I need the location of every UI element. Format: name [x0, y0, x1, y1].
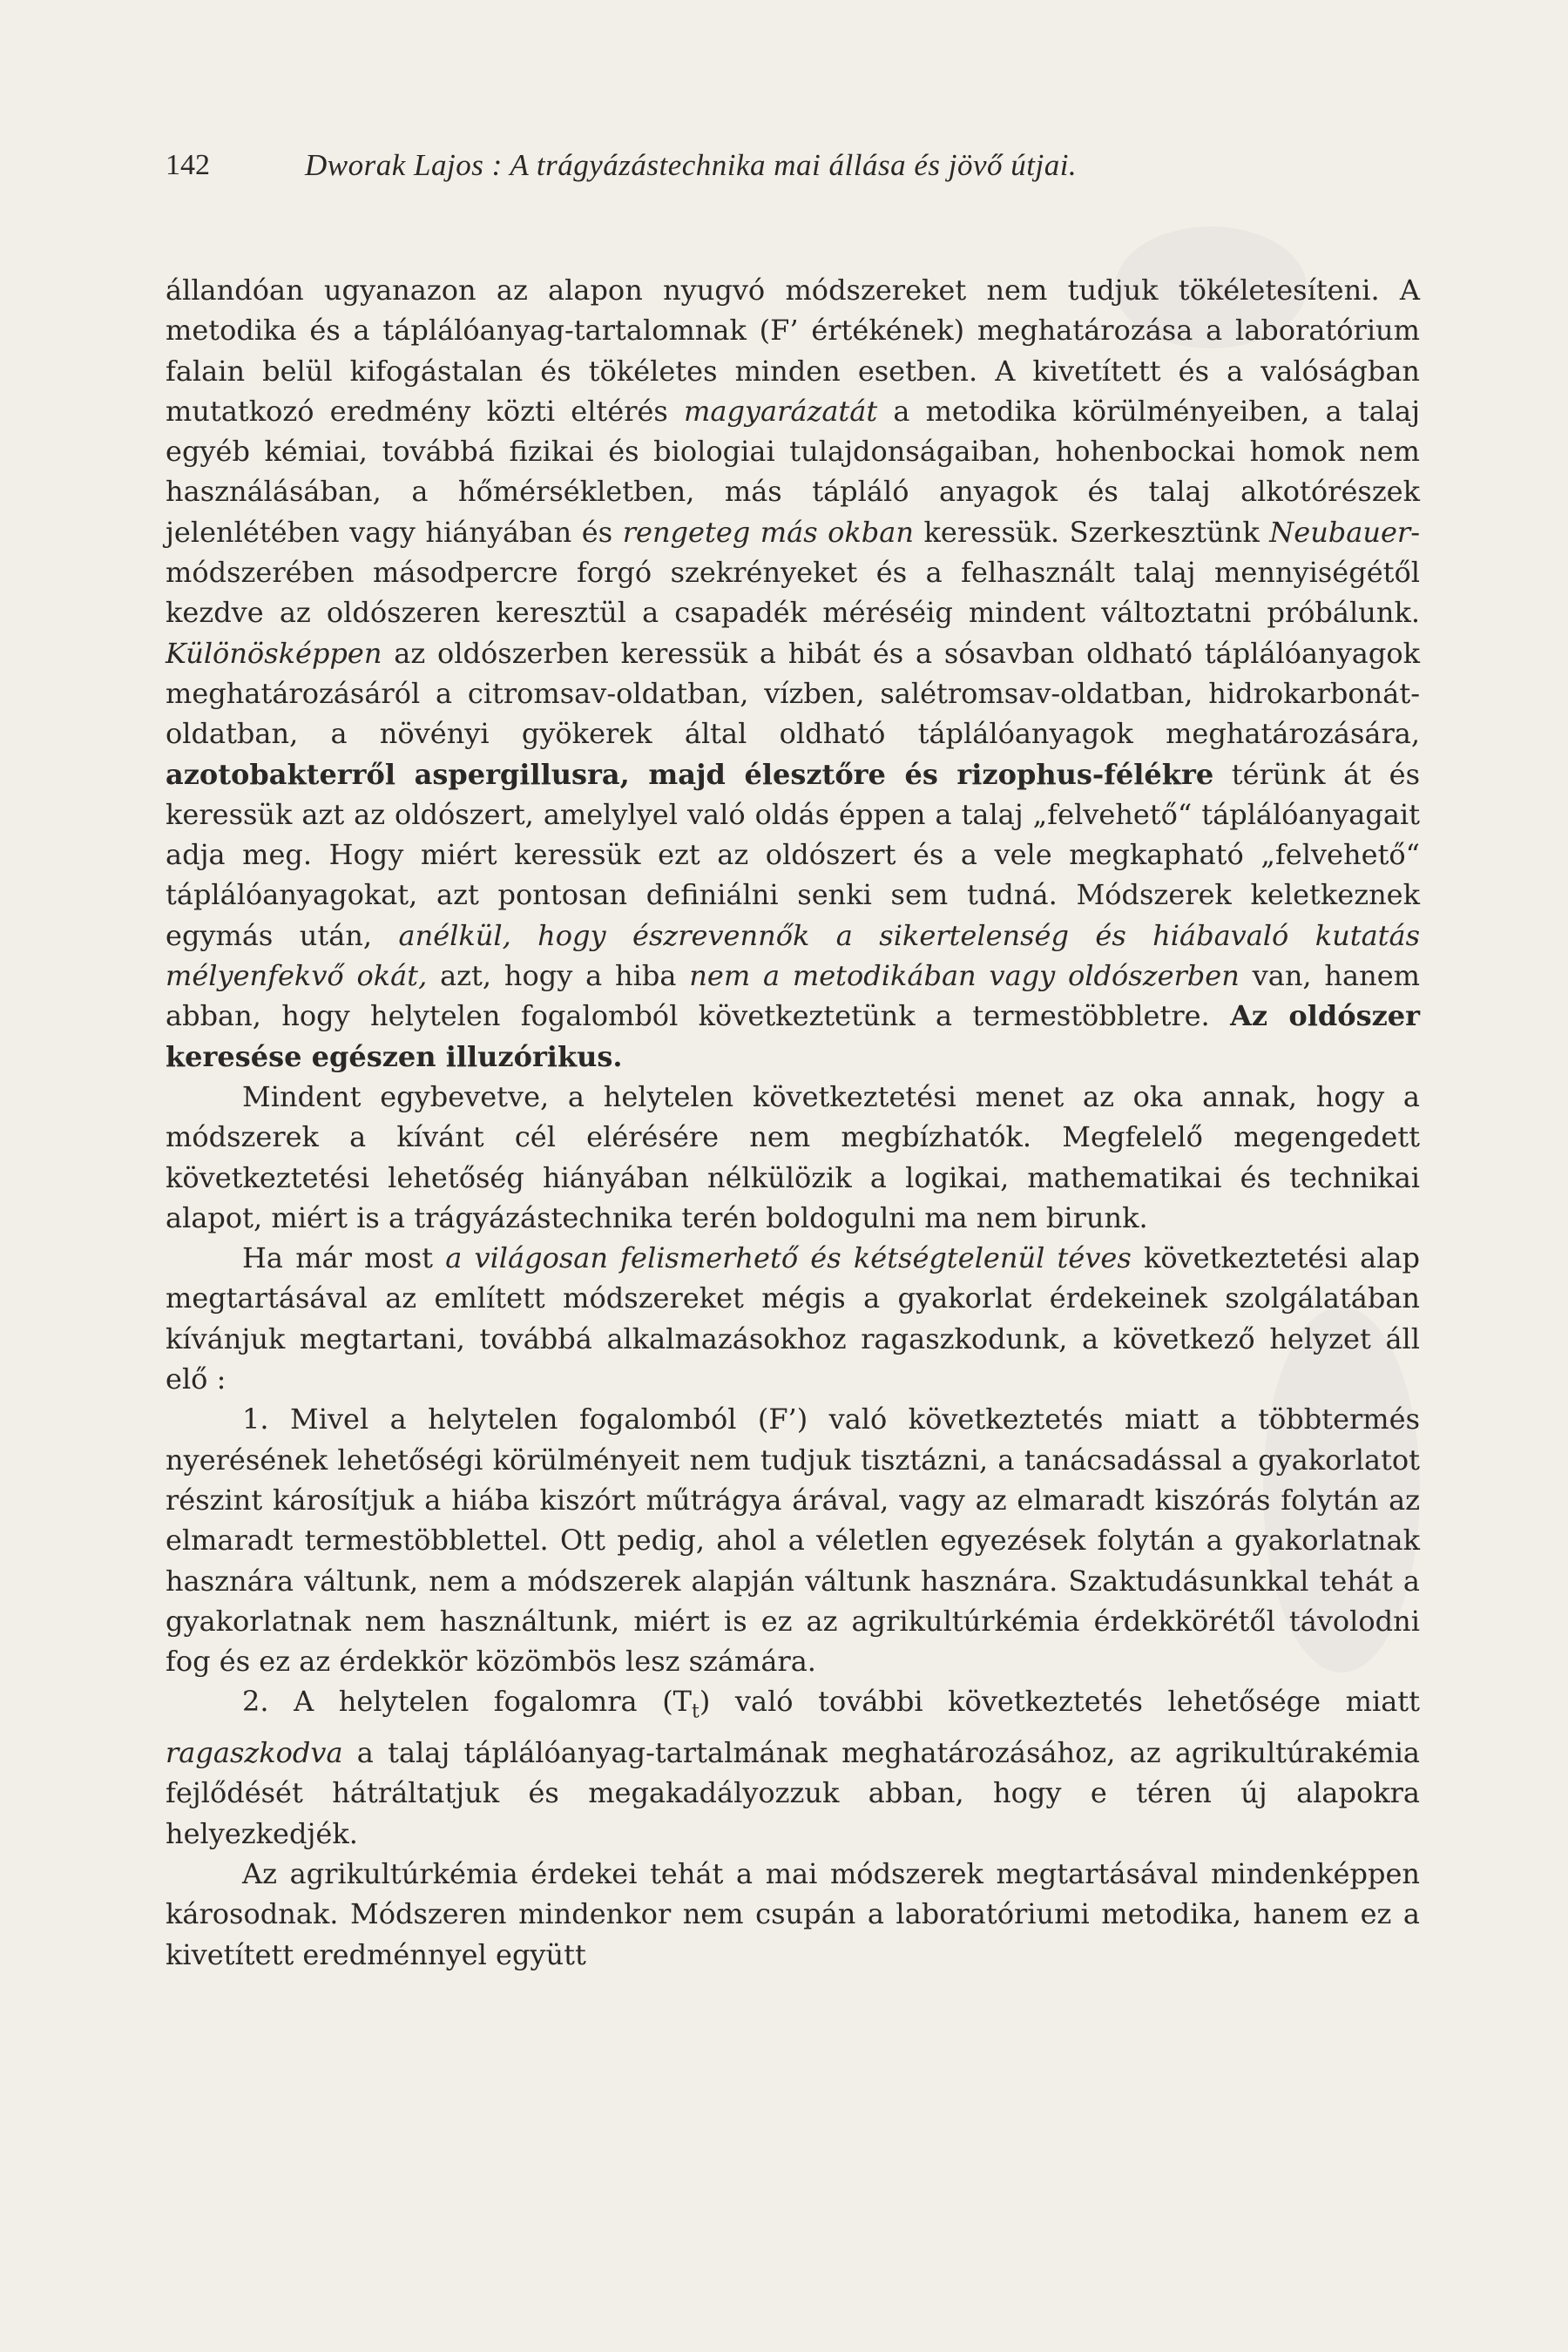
book-page	[166, 139, 1420, 1975]
italic-text-run: ragaszkodva	[166, 1736, 343, 1770]
bold-text-run: azotobakterről aspergillusra, majd élesztőre és rizophus-félékre	[166, 757, 1214, 791]
paragraph	[166, 1077, 1420, 1238]
paragraph	[166, 1681, 1420, 1854]
text-run: következtetési alap megtartásával az említett módszereket mégis a gyakorlat érdekeinek szolgálatában kívánjuk megtartani, továbbá alkalmazásokhoz ragaszkodunk, a következő helyzet áll elő :	[166, 1241, 1420, 1396]
italic-text-run: rengeteg más okban	[622, 515, 914, 549]
italic-text-run: nem a metodikában vagy oldószerben	[689, 959, 1240, 993]
text-run: ) való további következtetés lehetősége miatt	[699, 1685, 1421, 1719]
paragraph	[166, 270, 1420, 1077]
italic-text-run: magyarázatát	[684, 394, 878, 428]
text-run: 1. Mivel a helytelen fogalomból (F’) való következtetés miatt a többtermés nyerésének lehetőségi körülményeit nem tudjuk tisztázni, a tanácsadással a gyakorlatot részint károsítjuk a hiába kiszórt műtrágya árával, vagy az elmaradt kiszórás folytán az elmaradt termestöbblettel. Ott pedig, ahol a véletlen egyezések folytán a gyakorlatnak hasznára váltunk, nem a módszerek alapján váltunk hasznára. Szaktudásunkkal tehát a gyakorlatnak nem használtunk, miért is ez az agrikultúrkémia érdekkörétől távolodni fog és ez az érdekkör közömbös lesz számára.	[166, 1402, 1420, 1679]
text-run: Mindent egybevetve, a helytelen következtetési menet az oka annak, hogy a módszerek a kívánt cél elérésére nem megbízhatók. Megfelelő megengedett következtetési lehetőség hiányában nélkülözik a logikai, mathematikai és technikai alapot, miért is a trágyázástechnika terén boldogulni ma nem birunk.	[166, 1079, 1420, 1234]
text-run: az oldószerben keressük a hibát és a sósavban oldható táplálóanyagok meghatározásáról a citromsav-oldatban, vízben, salétromsav-oldatban, hidrokarbonát-oldatban, a növényi gyökerek által oldható táplálóanyagok meghatározására,	[166, 636, 1420, 751]
text-run: -módszerében másodpercre forgó szekrényeket és a felhasznált talaj mennyiségétől kezdve az oldószeren keresztül a csapadék méréséig mindent változtatni próbálunk.	[166, 515, 1421, 630]
text-run: 2. A helytelen fogalomra (T	[242, 1685, 693, 1719]
running-head	[166, 139, 1420, 192]
paragraph	[166, 1399, 1420, 1681]
text-run: a metodika körülményeiben, a talaj egyéb kémiai, továbbá fizikai és biologiai tulajdonságaiban, hohenbockai homok nem használásában, a hőmérsékletben, más tápláló anyagok és talaj alkotórészek jelenlétében vagy hiányában és	[166, 394, 1421, 549]
running-title: Dworak Lajos : A trágyázástechnika mai állása és jövő útjai.	[305, 148, 1078, 182]
italic-text-run: Neubauer	[1269, 515, 1411, 549]
page-number: 142	[166, 149, 210, 181]
text-run: Az agrikultúrkémia érdekei tehát a mai módszerek megtartásával mindenképpen károsodnak. Módszeren mindenkor nem csupán a laboratóriumi metodika, hanem ez a kivetített eredménnyel együtt	[166, 1856, 1420, 1971]
italic-text-run: anélkül, hogy észrevennők a sikertelenség és hiábavaló kutatás mélyenfekvő okát,	[166, 918, 1421, 993]
body-text	[166, 270, 1420, 1975]
sub-text-run: t	[692, 1700, 700, 1723]
text-run: van, hanem abban, hogy helytelen fogalomból következtetünk a termestöbbletre.	[166, 959, 1421, 1033]
paragraph	[166, 1854, 1420, 1975]
text-run: keressük. Szerkesztünk	[913, 515, 1270, 549]
text-run: a talaj táplálóanyag-tartalmának meghatározásához, az agrikultúrakémia fejlődését hátráltatjuk és megakadályozzuk abban, hogy e téren új alapokra helyezkedjék.	[166, 1736, 1420, 1850]
text-run: azt, hogy a hiba	[427, 959, 690, 993]
italic-text-run: Különösképpen	[166, 636, 382, 670]
text-run: állandóan ugyanazon az alapon nyugvó módszereket nem tudjuk tökéletesíteni. A metodika és a táplálóanyag-tartalomnak (F’ értékének) meghatározása a laboratórium falain belül kifogástalan és tökéletes minden esetben. A kivetített és a valóságban mutatkozó eredmény közti eltérés	[166, 274, 1420, 428]
text-run: Ha már most	[242, 1241, 446, 1275]
text-run: térünk át és keressük azt az oldószert, amelylyel való oldás éppen a talaj „felvehető“ táplálóanyagait adja meg. Hogy miért keressük ezt az oldószert és a vele megkapható „felvehető“ táplálóanyagokat, azt pontosan definiálni senki sem tudná. Módszerek keletkeznek egymás után,	[166, 757, 1421, 952]
paragraph	[166, 1238, 1420, 1399]
bold-text-run: Az oldószer keresése egészen illuzórikus.	[166, 999, 1421, 1073]
italic-text-run: a világosan felismerhető és kétségtelenül téves	[445, 1241, 1132, 1275]
